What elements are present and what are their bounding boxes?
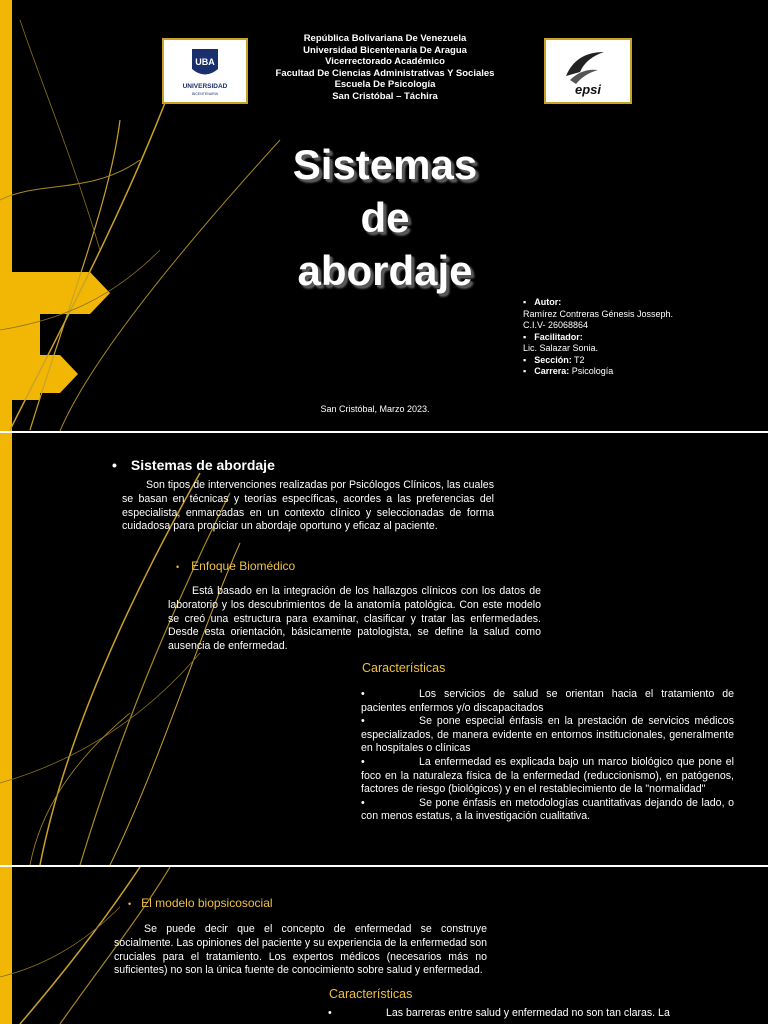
list-item: • Las barreras entre salud y enfermedad no son tan claras. La [328,1007,670,1019]
autor-name: Ramírez Contreras Génesis Josseph. [523,308,674,319]
seccion-value: T2 [571,354,585,365]
seccion-label: Sección: [534,354,572,365]
list-item: • Se pone énfasis en metodologías cuantitativas dejando de lado, o con menos estatus, a la investigación cualitativa. [361,796,734,823]
epsi-logo-icon [546,40,630,102]
header-line: Vicerrectorado Académico [325,56,445,68]
intro-paragraph: Son tipos de intervenciones realizadas por Psicólogos Clínicos, las cuales se basan en técnicas y teorías específicas, acordes a las preferencias del especialista, enmarcadas en un contexto clínico y seleccionadas de forma cuidadosa para propiciar un abordaje oportuno y eficaz al paciente. [122,479,494,533]
uba-logo [162,38,248,104]
institution-header [260,33,510,103]
title-line: abordaje [297,247,473,294]
header-line: Escuela De Psicología [334,79,436,91]
heading-text: Sistemas de abordaje [130,457,275,473]
header-line: San Cristóbal – Táchira [332,90,438,102]
biopsicosocial-heading: • El modelo biopsicosocial [128,896,273,910]
presentation-title [270,138,500,297]
author-info: ▪ Autor: Ramírez Contreras Génesis Josseph. C.I.V- 26068864 ▪ Facilitador: Lic. Salazar Sonia. ▪ Sección: T2 ▪ Carrera: Psicología [523,297,743,378]
biopsicosocial-paragraph: Se puede decir que el concepto de enfermedad se construye socialmente. Las opiniones del paciente y su experiencia de la enfermedad son cruciales para el tratamiento. Los expertos médicos (necesarios más no suficientes) no son la única fuente de conocimiento sobre salud y enfermedad. [114,923,487,977]
uba-shield-icon [164,40,246,102]
biomedico-paragraph: Está basado en la integración de los hallazgos clínicos con los datos de laboratorio y los descubrimientos de la anatomía patológica. Con este modelo se creó una estructura para examinar, clasificar y tratar las enfermedades. Desde esta orientación, básicamente patologista, se define la salud como ausencia de enfermedad. [168,585,541,653]
section-heading: • Sistemas de abordaje [112,457,275,473]
carrera-value: Psicología [569,366,614,376]
svg-text:BICENTENARIA: BICENTENARIA [192,92,218,96]
caracteristicas-list [361,688,734,824]
title-slide [0,0,768,431]
list-item: • Se pone especial énfasis en la prestación de servicios médicos especializados, de manera evidente en entornos institucionales, generalmente en hospitales o clínicas [361,715,734,755]
biopsicosocial-heading-text: El modelo biopsicosocial [141,896,273,910]
presentation-date: San Cristóbal, Marzo 2023. [320,404,430,414]
svg-text:UNIVERSIDAD: UNIVERSIDAD [182,83,228,90]
autor-label: Autor: [534,297,562,307]
svg-text:UBA: UBA [195,57,215,67]
sub-heading: • Enfoque Biomédico [176,559,296,573]
epsi-logo [544,38,632,104]
sub-heading-text: Enfoque Biomédico [191,559,296,573]
facilitador-label: Facilitador: [534,331,583,342]
list-item: • La enfermedad es explicada bajo un marco biológico que pone el foco en la naturaleza física de la enfermedad (reduccionismo), en patógenos, factores de riesgo (biológicos) y en el restablecimiento de la "normalidad" [361,755,734,796]
header-line: República Bolivariana De Venezuela [303,33,467,44]
list-item: • Los servicios de salud se orientan hacia el tratamiento de pacientes enfermos y/o discapacitados [361,688,734,714]
title-line: de [360,194,410,241]
caracteristicas-list [328,1007,702,1021]
content-slide-biopsicosocial [0,867,768,1024]
autor-ci: C.I.V- 26068864 [523,320,589,330]
title-line: Sistemas [292,141,478,188]
svg-text:epsi: epsi [574,82,602,97]
header-line: Facultad De Ciencias Administrativas Y Sociales [275,67,495,79]
facilitador-name: Lic. Salazar Sonia. [523,343,599,353]
caracteristicas-heading: Características [362,661,446,675]
caracteristicas-heading: Características [329,987,413,1001]
carrera-label: Carrera: [534,366,570,376]
content-slide-biomedico [0,433,768,865]
header-line: Universidad Bicentenaria De Aragua [303,44,467,56]
